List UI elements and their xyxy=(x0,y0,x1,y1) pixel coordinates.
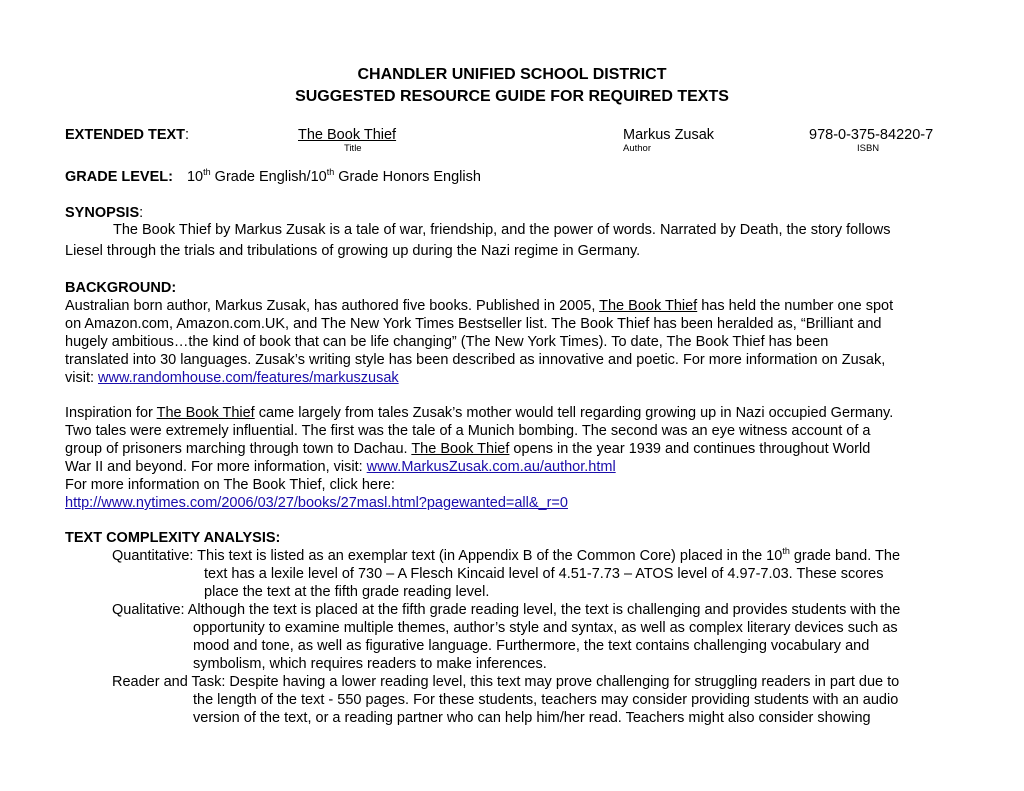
quantitative-line-1: Quantitative: This text is listed as an exemplar text (in Appendix B of the Common Core) placed in the 10th grade band. The xyxy=(112,546,901,564)
grade-level-value: 10th Grade English/10th Grade Honors English xyxy=(186,167,481,185)
inspiration-line xyxy=(65,494,970,512)
inspiration-line: War II and beyond. For more information, visit: www.MarkusZusak.com.au/author.html xyxy=(65,459,616,475)
quantitative-line-3: place the text at the fifth grade reading level. xyxy=(204,584,490,600)
randomhouse-link[interactable]: www.randomhouse.com/features/markuszusak xyxy=(98,370,399,386)
complexity-heading: TEXT COMPLEXITY ANALYSIS: xyxy=(65,530,281,546)
inspiration-paragraph xyxy=(65,404,970,512)
isbn-value: 978-0-375-84220-7 xyxy=(809,127,934,143)
book-title-text: The Book Thief xyxy=(298,127,397,143)
qualitative-line-1: Qualitative: Although the text is placed at the fifth grade reading level, the text is challenging and provides students with the xyxy=(112,602,901,618)
inspiration-line: Inspiration for The Book Thief came largely from tales Zusak’s mother would tell regarding growing up in Nazi occupied Germany. xyxy=(65,405,894,421)
quantitative-line-2: text has a lexile level of 730 – A Flesch Kincaid level of 4.51-7.73 – ATOS level of 4.97-7.03. These scores xyxy=(204,566,884,582)
grade-level-label: GRADE LEVEL: xyxy=(65,169,173,185)
district-title: CHANDLER UNIFIED SCHOOL DISTRICT xyxy=(357,66,667,83)
inspiration-line: For more information on The Book Thief, click here: xyxy=(65,477,395,493)
extended-text-label-row xyxy=(65,126,189,144)
isbn-caption: ISBN xyxy=(857,143,880,154)
background-heading: BACKGROUND: xyxy=(65,280,177,296)
background-line: translated into 30 languages. Zusak’s writing style has been described as innovative and poetic. For more information on Zusak, xyxy=(65,352,886,368)
extended-text-colon: : xyxy=(185,127,190,143)
extended-text-label: EXTENDED TEXT xyxy=(65,127,186,143)
qualitative-line-4: symbolism, which requires readers to make inferences. xyxy=(193,656,547,672)
reader-task-line-3: version of the text, or a reading partner who can help him/her read. Teachers might also consider showing xyxy=(193,710,871,726)
background-line: hugely ambitious…the kind of book that can be life changing” (The New York Times). To date, The Book Thief has been xyxy=(65,334,829,350)
reader-task-line-1: Reader and Task: Despite having a lower reading level, this text may prove challenging for struggling readers in part due to xyxy=(112,674,900,690)
grade-level-row xyxy=(65,168,481,186)
nytimes-link[interactable]: http://www.nytimes.com/2006/03/27/books/27masl.html?pagewanted=all&_r=0 xyxy=(65,495,568,511)
author-caption: Author xyxy=(623,143,651,154)
reader-task-line-2: the length of the text - 550 pages. For these students, teachers may consider providing students with an audio xyxy=(193,692,899,708)
inspiration-line: Two tales were extremely influential. The first was the tale of a Munich bombing. The second was an eye witness account of a xyxy=(65,423,871,439)
title-caption: Title xyxy=(344,143,362,154)
book-title xyxy=(298,126,396,144)
qualitative-line-2: opportunity to examine multiple themes, author’s style and syntax, as well as complex literary devices such as xyxy=(193,620,898,636)
synopsis-line-1: The Book Thief by Markus Zusak is a tale of war, friendship, and the power of words. Narrated by Death, the story follows xyxy=(113,222,891,238)
background-line: on Amazon.com, Amazon.com.UK, and The New York Times Bestseller list. The Book Thief has been heralded as, “Brilliant and xyxy=(65,316,882,332)
background-line: Australian born author, Markus Zusak, has authored five books. Published in 2005, The Book Thief has held the number one spot xyxy=(65,298,894,314)
background-paragraph xyxy=(65,297,970,387)
synopsis-heading: SYNOPSIS: xyxy=(65,205,144,221)
guide-title: SUGGESTED RESOURCE GUIDE FOR REQUIRED TEXTS xyxy=(295,88,729,105)
background-line: visit: www.randomhouse.com/features/markuszusak xyxy=(65,370,399,386)
author-name: Markus Zusak xyxy=(623,127,715,143)
qualitative-line-3: mood and tone, as well as figurative language. Furthermore, the text contains challenging vocabulary and xyxy=(193,638,870,654)
inspiration-line: group of prisoners marching through town to Dachau. The Book Thief opens in the year 1939 and continues throughout World xyxy=(65,441,871,457)
markuszusak-link[interactable]: www.MarkusZusak.com.au/author.html xyxy=(366,459,616,475)
synopsis-line-2: Liesel through the trials and tribulations of growing up during the Nazi regime in Germany. xyxy=(65,243,641,259)
